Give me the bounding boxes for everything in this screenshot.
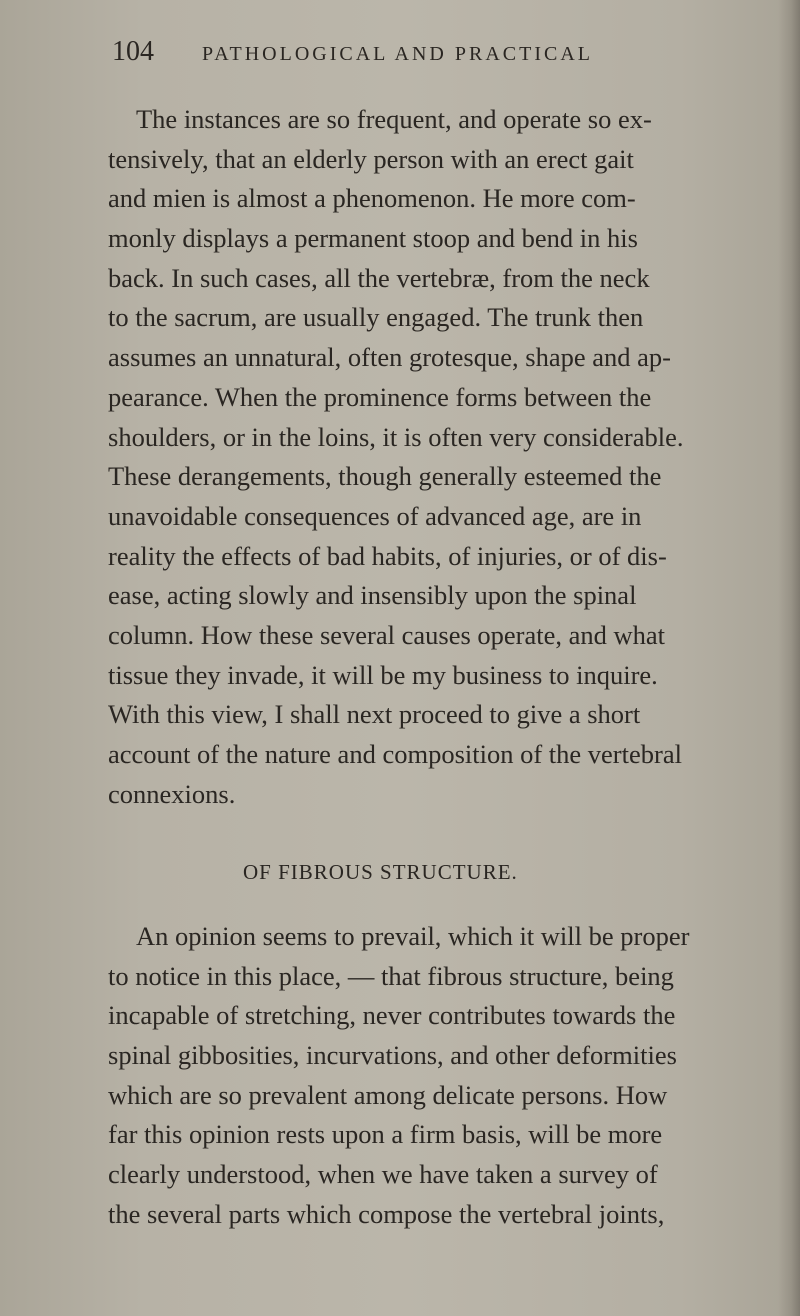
text-line: reality the effects of bad habits, of injuries, or of dis- — [108, 540, 667, 571]
text-line: clearly understood, when we have taken a survey of — [108, 1159, 658, 1190]
text-line: and mien is almost a phenomenon. He more com- — [108, 183, 636, 214]
text-line: tissue they invade, it will be my business to inquire. — [108, 659, 658, 690]
text-line: back. In such cases, all the vertebræ, from the neck — [108, 262, 650, 293]
text-line: monly displays a permanent stoop and bend in his — [108, 223, 638, 254]
text-line: to the sacrum, are usually engaged. The trunk then — [108, 302, 644, 333]
text-line: column. How these several causes operate, and what — [108, 619, 666, 650]
text-line: With this view, I shall next proceed to give a short — [108, 699, 641, 730]
text-line: pearance. When the prominence forms between the — [108, 381, 652, 412]
text-line: connexions. — [108, 778, 236, 809]
text-line: shoulders, or in the loins, it is often very considerable. — [108, 421, 684, 452]
text-line: far this opinion rests upon a firm basis, will be more — [108, 1119, 663, 1150]
paragraph-2 — [108, 917, 738, 1235]
text-line: An opinion seems to prevail, which it will be proper — [136, 921, 690, 951]
text-line: The instances are so frequent, and operate so ex- — [136, 104, 652, 134]
text-line: ease, acting slowly and insensibly upon the spinal — [108, 580, 637, 611]
text-line: assumes an unnatural, often grotesque, shape and ap- — [108, 342, 671, 373]
text-line: incapable of stretching, never contributes towards the — [108, 1000, 676, 1031]
text-line: unavoidable consequences of advanced age, are in — [108, 500, 642, 531]
running-head: PATHOLOGICAL AND PRACTICAL — [202, 43, 593, 65]
text-line: the several parts which compose the vertebral joints, — [108, 1198, 665, 1229]
page-number: 104 — [112, 36, 154, 67]
page-edge-shadow — [778, 0, 800, 1316]
text-line: to notice in this place, — that fibrous structure, being — [108, 960, 674, 991]
paragraph-1 — [108, 100, 738, 814]
page-header — [112, 36, 712, 76]
text-line: account of the nature and composition of the vertebral — [108, 739, 682, 769]
text-line: These derangements, though generally esteemed the — [108, 461, 662, 492]
section-heading: OF FIBROUS STRUCTURE. — [243, 860, 518, 884]
text-line: which are so prevalent among delicate persons. How — [108, 1079, 668, 1110]
text-line: spinal gibbosities, incurvations, and other deformities — [108, 1040, 677, 1071]
text-line: tensively, that an elderly person with an erect gait — [108, 143, 634, 174]
